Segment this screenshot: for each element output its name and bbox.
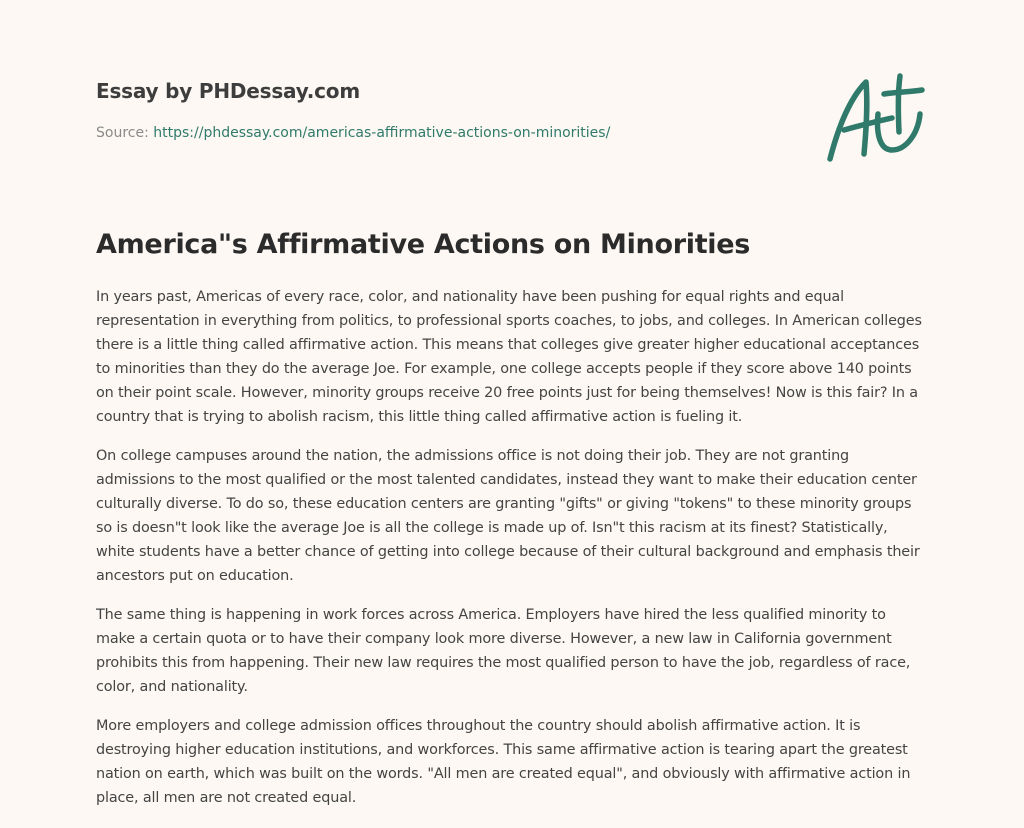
paragraph: The same thing is happening in work forces across America. Employers have hired the less qualified minority to make a certain quota or to have their company look more diverse. However, a new law in California government prohibits this from happening. Their new law requires the most qualified person to have the job, regardless of race, color, and nationality. (96, 607, 911, 695)
paragraph: In years past, Americas of every race, color, and nationality have been pushing for equal rights and equal representation in everything from politics, to professional sports coaches, to jobs, and colleges. In American colleges there is a little thing called affirmative action. This means that colleges give greater higher educational acceptances to minorities than they do the average Joe. For example, one college accepts people if they score above 140 points on their point scale. However, minority groups receive 20 free points just for being themselves! Now is this fair? In a country that is trying to abolish racism, this little thing called affirmative action is fueling it. (96, 289, 922, 425)
page-header (96, 78, 796, 142)
paragraph: On college campuses around the nation, the admissions office is not doing their job. They are not granting admissions to the most qualified or the most talented candidates, instead they want to make their education center culturally diverse. To do so, these education centers are granting "gifts" or giving "tokens" to these minority groups so is doesn"t look like the average Joe is all the college is made up of. Isn"t this racism at its finest? Statistically, white students have a better chance of getting into college because of their cultural background and emphasis their ancestors put on education. (96, 448, 920, 584)
a-plus-logo-icon (822, 70, 932, 166)
article-body (96, 285, 928, 825)
source-link[interactable]: https://phdessay.com/americas-affirmative-actions-on-minorities/ (153, 125, 611, 141)
paragraph: More employers and college admission offices throughout the country should abolish affirmative action. It is destroying higher education institutions, and workforces. This same affirmative action is tearing apart the greatest nation on earth, which was built on the words. "All men are created equal", and obviously with affirmative action in place, all men are not created equal. (96, 718, 911, 806)
site-brand: Essay by PHDessay.com (96, 79, 360, 103)
source-label: Source: (96, 125, 154, 141)
article-title: America"s Affirmative Actions on Minorities (96, 229, 751, 260)
source-line (96, 124, 796, 142)
